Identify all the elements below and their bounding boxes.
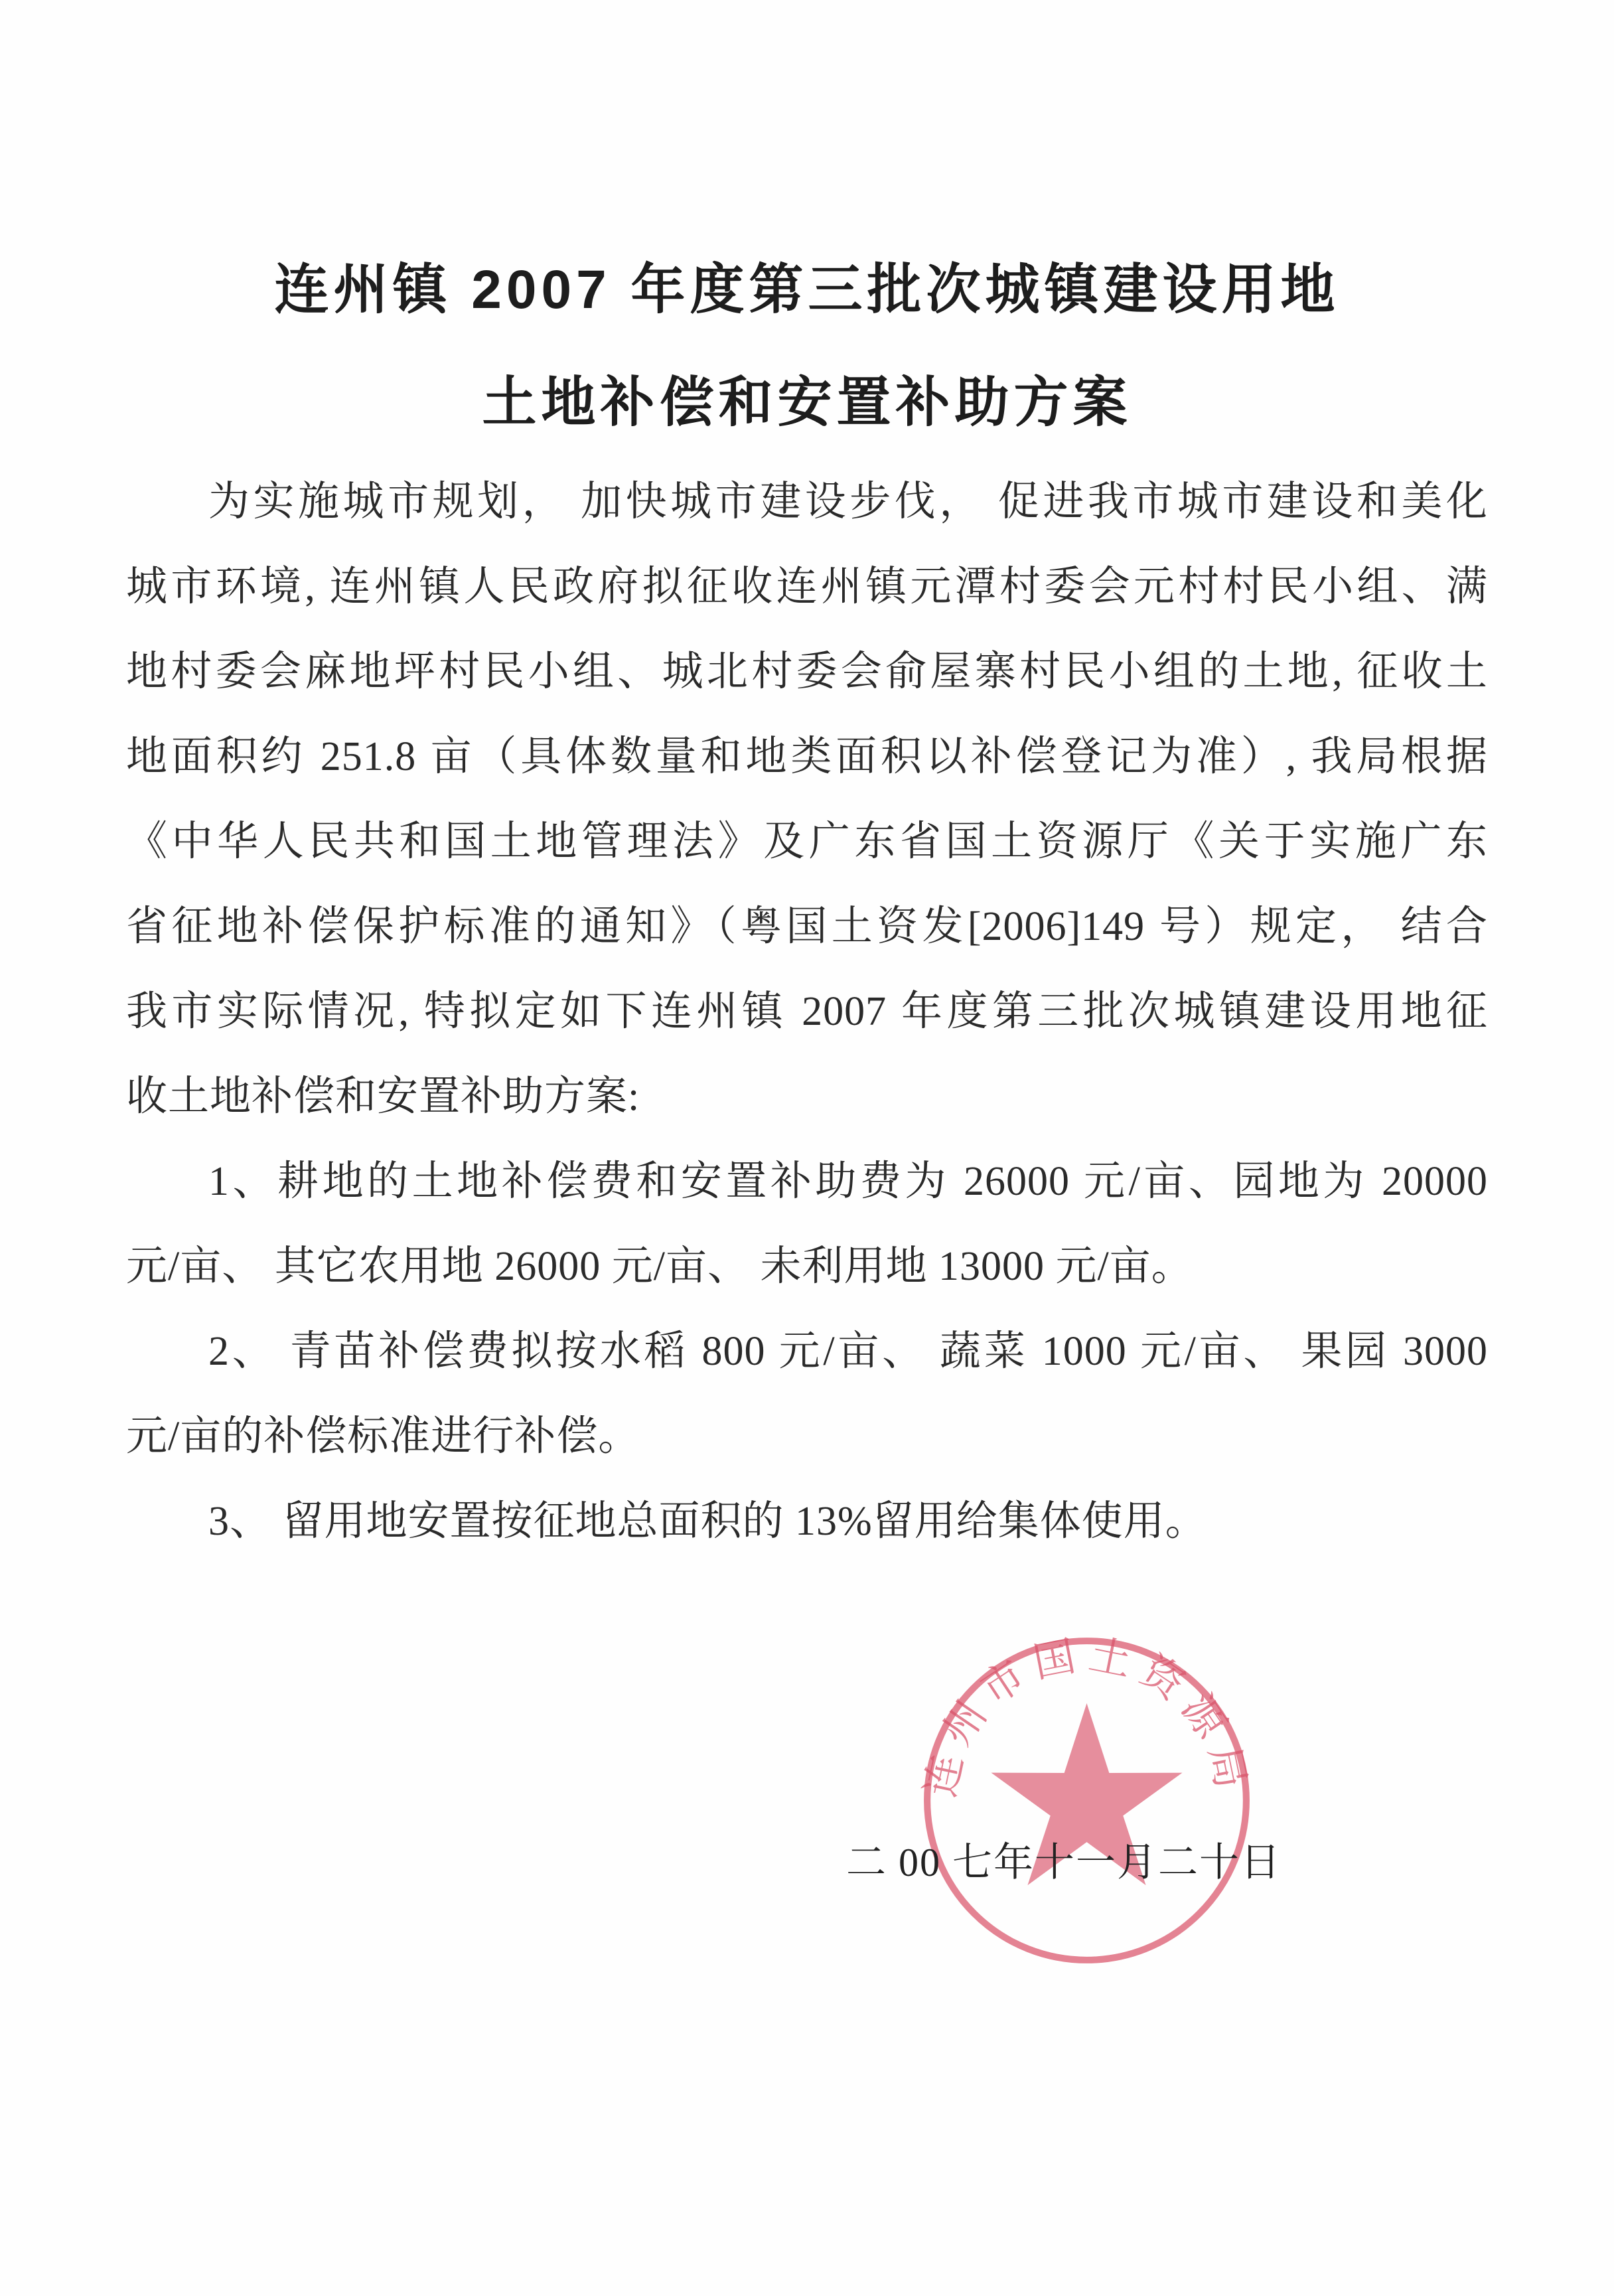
paragraph1-line: 地面积约 251.8 亩（具体数量和地类面积以补偿登记为准）, 我局根据	[126, 734, 1488, 779]
paragraph1-line: 收土地补偿和安置补助方案:	[126, 1074, 640, 1119]
document-title	[0, 234, 1614, 459]
item1-line: 1、耕地的土地补偿费和安置补助费为 26000 元/亩、园地为 20000	[208, 1159, 1488, 1204]
paragraph1-line: 地村委会麻地坪村民小组、城北村委会俞屋寨村民小组的土地, 征收土	[126, 649, 1488, 694]
paragraph1-line: 城市环境, 连州镇人民政府拟征收连州镇元潭村委会元村村民小组、满	[126, 564, 1488, 609]
item2-line: 2、 青苗补偿费拟按水稻 800 元/亩、 蔬菜 1000 元/亩、 果园 3000	[208, 1329, 1488, 1374]
paragraph1-line: 省征地补偿保护标准的通知》（粤国土资发[2006]149 号）规定， 结合	[126, 904, 1488, 949]
title-line-1: 连州镇 2007 年度第三批次城镇建设用地	[274, 260, 1340, 320]
item1-line: 元/亩、 其它农用地 26000 元/亩、 未利用地 13000 元/亩。	[126, 1244, 1193, 1289]
item2-line: 元/亩的补偿标准进行补偿。	[126, 1414, 640, 1459]
paragraph1-line: 我市实际情况, 特拟定如下连州镇 2007 年度第三批次城镇建设用地征	[126, 989, 1488, 1034]
item3-line: 3、 留用地安置按征地总面积的 13%留用给集体使用。	[208, 1499, 1207, 1544]
paragraph1-line: 《中华人民共和国土地管理法》及广东省国土资源厅《关于实施广东	[126, 819, 1488, 864]
title-line-2: 土地补偿和安置补助方案	[482, 372, 1132, 433]
seal-arc-text: 连州市国土资源局	[919, 1633, 1254, 1801]
official-seal	[919, 1633, 1254, 1968]
paragraph1-line: 为实施城市规划， 加快城市建设步伐， 促进我市城市建设和美化	[208, 479, 1488, 524]
official-seal-graphic	[919, 1633, 1254, 1968]
document-body	[126, 459, 1488, 1564]
issue-date: 二 00 七年十一月二十日	[846, 1841, 1282, 1884]
